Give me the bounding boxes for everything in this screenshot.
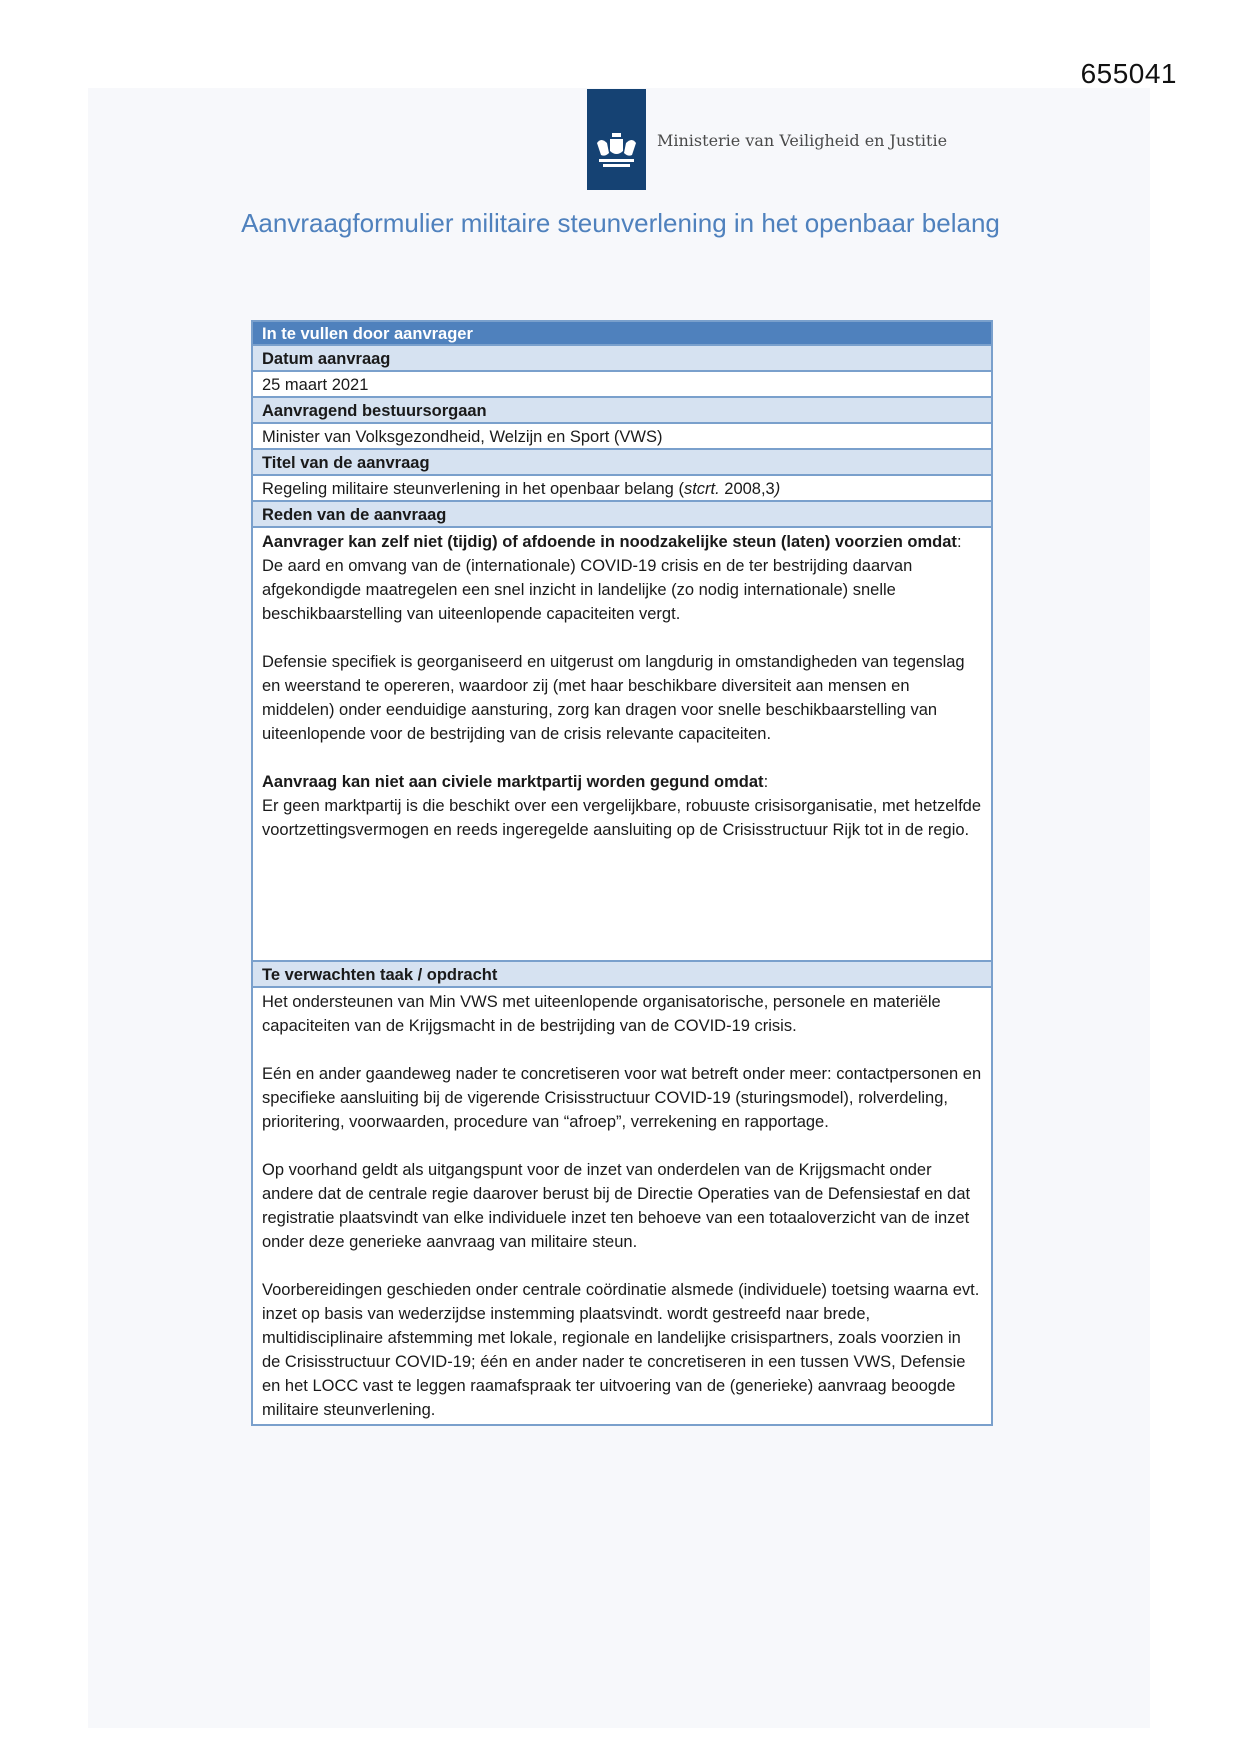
section-header: In te vullen door aanvrager xyxy=(253,322,991,346)
request-title-ref-num: 2008,3 xyxy=(719,480,775,498)
request-title-close: ) xyxy=(774,480,781,498)
reason-paragraph-2: Defensie specifiek is georganiseerd en uitgerust om langdurig in omstandigheden van tegenslag en weerstand te opereren, waardoor zij (met haar beschikbare diversiteit aan mensen en middelen) onder eenduidige aansturing, zorg kan dragen voor snelle beschikbaarstelling van uiteenlopende voor de bestrijding van de crisis relevante capaciteiten. xyxy=(262,653,965,743)
reason-content xyxy=(253,528,991,962)
request-title-text: Regeling militaire steunverlening in het openbaar belang ( xyxy=(262,480,684,498)
reason-paragraph-3: Er geen marktpartij is die beschikt over een vergelijkbare, robuuste crisisorganisatie, met hetzelfde voortzettingsvermogen en reeds ingeregelde aansluiting op de Crisisstructuur Rijk tot in de regio. xyxy=(262,797,982,839)
task-label: Te verwachten taak / opdracht xyxy=(253,962,991,988)
task-paragraph-3: Op voorhand geldt als uitgangspunt voor de inzet van onderdelen van de Krijgsmacht onder andere dat de centrale regie daarover berust bij de Directie Operaties van de Defensiestaf en dat registratie plaatsvindt van elke individuele inzet ten behoeve van een totaaloverzicht van de inzet onder deze generieke aanvraag van militaire steun. xyxy=(262,1161,971,1251)
task-paragraph-2: Eén en ander gaandeweg nader te concretiseren voor wat betreft onder meer: contactpersonen en specifieke aansluiting bij de vigerende Crisisstructuur COVID-19 (sturingsmodel), rolverdeling, prioritering, voorwaarden, procedure van “afroep”, verrekening en rapportage. xyxy=(262,1065,982,1131)
ministry-name: Ministerie van Veiligheid en Justitie xyxy=(657,131,948,150)
reason-label: Reden van de aanvraag xyxy=(253,502,991,528)
request-title-ref: stcrt. xyxy=(683,480,720,498)
authority-label: Aanvragend bestuursorgaan xyxy=(253,398,991,424)
reason-heading-1: Aanvrager kan zelf niet (tijdig) of afdoende in noodzakelijke steun (laten) voorzien omdat: xyxy=(262,533,962,551)
request-title-label: Titel van de aanvraag xyxy=(253,450,991,476)
date-value: 25 maart 2021 xyxy=(253,372,991,398)
document-number: 655041 xyxy=(1080,58,1177,89)
task-content xyxy=(253,988,991,1424)
coat-of-arms-icon xyxy=(593,129,640,173)
reason-heading-2: Aanvraag kan niet aan civiele marktpartij worden gegund omdat: xyxy=(262,773,769,791)
request-form-table xyxy=(251,320,993,1426)
reason-paragraph-1: De aard en omvang van de (internationale) COVID-19 crisis en de ter bestrijding daarvan afgekondigde maatregelen een snel inzicht in landelijke (zo nodig internationale) snelle beschikbaarstelling van uiteenlopende capaciteiten vergt. xyxy=(262,557,913,623)
government-logo xyxy=(587,89,646,190)
page-title: Aanvraagformulier militaire steunverlening in het openbaar belang xyxy=(241,208,1000,238)
date-label: Datum aanvraag xyxy=(253,346,991,372)
authority-value: Minister van Volksgezondheid, Welzijn en Sport (VWS) xyxy=(253,424,991,450)
task-paragraph-4: Voorbereidingen geschieden onder centrale coördinatie alsmede (individuele) toetsing waarna evt. inzet op basis van wederzijdse instemming plaatsvindt. wordt gestreefd naar brede, multidisciplinaire afstemming met lokale, regionale en landelijke crisispartners, zoals voorzien in de Crisisstructuur COVID-19; één en ander nader te concretiseren in een tussen VWS, Defensie en het LOCC vast te leggen raamafspraak ter uitvoering van de (generieke) aanvraag beoogde militaire steunverlening. xyxy=(262,1281,980,1419)
request-title-value xyxy=(253,476,991,502)
task-paragraph-1: Het ondersteunen van Min VWS met uiteenlopende organisatorische, personele en materiële capaciteiten van de Krijgsmacht in de bestrijding van de COVID-19 crisis. xyxy=(262,993,941,1035)
